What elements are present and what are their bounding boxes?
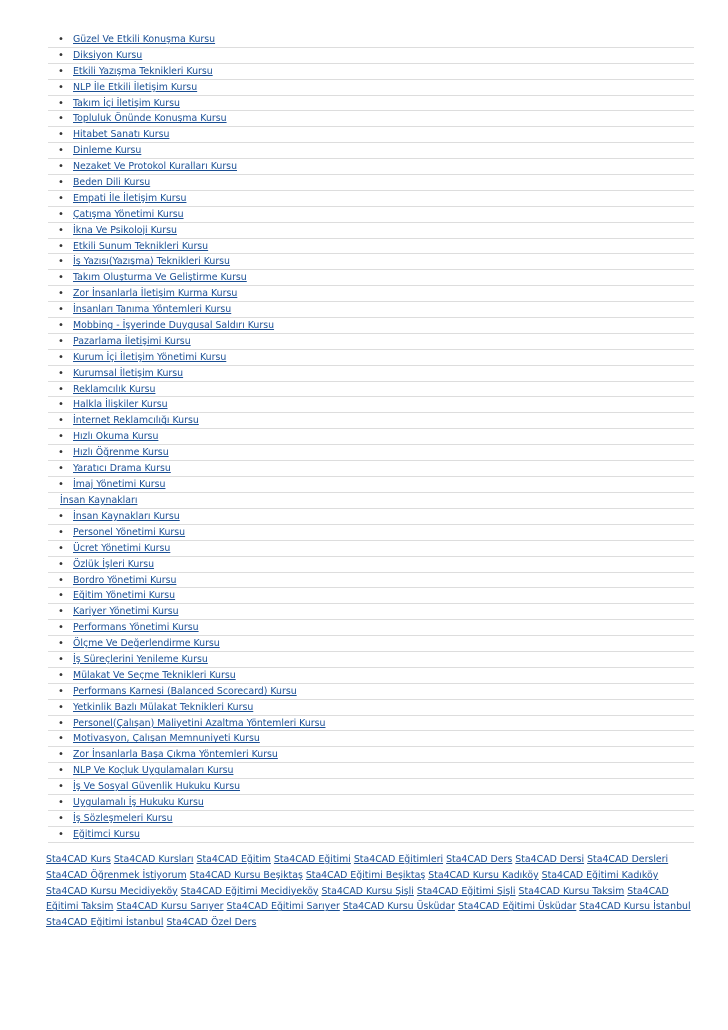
list-item — [48, 509, 694, 525]
bullet-icon: • — [58, 177, 64, 189]
footer-link[interactable]: Sta4CAD Kursu Sarıyer — [116, 901, 224, 913]
course-link[interactable]: Performans Karnesi (Balanced Scorecard) Kursu — [73, 685, 297, 697]
list-item — [48, 461, 694, 477]
list-item — [48, 111, 694, 127]
course-link[interactable]: Yaratıcı Drama Kursu — [73, 463, 171, 475]
course-link[interactable]: Mobbing - İşyerinde Duygusal Saldırı Kursu — [73, 320, 275, 332]
course-link[interactable]: Kariyer Yönetimi Kursu — [73, 606, 179, 618]
list-item — [48, 32, 694, 48]
bullet-icon: • — [58, 812, 64, 824]
footer-link[interactable]: Sta4CAD Kursu Beşiktaş — [189, 869, 303, 881]
list-item — [48, 318, 694, 334]
bullet-icon: • — [58, 765, 64, 777]
course-link[interactable]: Ölçme Ve Değerlendirme Kursu — [73, 638, 220, 650]
bullet-icon: • — [58, 431, 64, 443]
list-item — [48, 334, 694, 350]
bullet-icon: • — [58, 781, 64, 793]
list-item — [48, 127, 694, 143]
footer-link[interactable]: Sta4CAD Kursu Mecidiyeköy — [46, 885, 178, 897]
footer-link[interactable]: Sta4CAD Kursu Kadıköy — [428, 869, 539, 881]
footer-link[interactable]: Sta4CAD Özel Ders — [166, 917, 257, 929]
footer-link[interactable]: Sta4CAD Eğitim — [196, 854, 271, 865]
list-item — [48, 779, 694, 795]
list-item — [48, 96, 694, 112]
list-item — [48, 445, 694, 461]
footer-link[interactable]: Sta4CAD Eğitimi Üsküdar — [457, 901, 577, 913]
footer-link-block — [46, 852, 696, 931]
footer-link[interactable]: Sta4CAD Öğrenmek İstiyorum — [46, 869, 187, 881]
bullet-icon: • — [58, 478, 64, 490]
bullet-icon: • — [58, 828, 64, 840]
bullet-icon: • — [58, 129, 64, 141]
bullet-icon: • — [58, 701, 64, 713]
footer-link[interactable]: Sta4CAD Eğitimi Beşiktaş — [305, 869, 426, 881]
course-link[interactable]: Reklamcılık Kursu — [73, 383, 156, 395]
course-link[interactable]: Çatışma Yönetimi Kursu — [73, 208, 184, 220]
list-item — [48, 668, 694, 684]
footer-link[interactable]: Sta4CAD Eğitimi Sarıyer — [226, 901, 340, 913]
bullet-icon: • — [58, 685, 64, 697]
bullet-icon: • — [58, 463, 64, 475]
bullet-icon: • — [58, 161, 64, 173]
list-item — [48, 716, 694, 732]
list-item — [48, 652, 694, 668]
bullet-icon: • — [58, 145, 64, 157]
bullet-icon: • — [58, 65, 64, 77]
course-link[interactable]: NLP Ve Koçluk Uygulamaları Kursu — [73, 765, 234, 777]
footer-link[interactable]: Sta4CAD Kurs — [46, 854, 111, 865]
bullet-icon: • — [58, 558, 64, 570]
bullet-icon: • — [58, 256, 64, 268]
bullet-icon: • — [58, 224, 64, 236]
list-item — [48, 159, 694, 175]
footer-link[interactable]: Sta4CAD Kursu Taksim — [518, 885, 625, 897]
course-link[interactable]: Eğitimci Kursu — [73, 828, 140, 840]
footer-link[interactable]: Sta4CAD Eğitimi Şişli — [416, 885, 516, 897]
list-item — [48, 827, 694, 843]
course-link[interactable]: İnsanları Tanıma Yöntemleri Kursu — [73, 304, 232, 316]
list-item — [48, 191, 694, 207]
course-link[interactable]: Topluluk Önünde Konuşma Kursu — [73, 113, 227, 125]
course-link[interactable]: Kurum İçi İletişim Yönetimi Kursu — [73, 351, 227, 363]
footer-link[interactable]: Sta4CAD Dersleri — [587, 854, 669, 865]
list-item — [48, 48, 694, 64]
list-item — [48, 429, 694, 445]
bullet-icon: • — [58, 590, 64, 602]
course-link[interactable]: İş Süreçlerini Yenileme Kursu — [73, 654, 208, 666]
list-item — [48, 207, 694, 223]
bullet-icon: • — [58, 272, 64, 284]
list-item — [48, 239, 694, 255]
footer-link[interactable]: Sta4CAD Kursu Şişli — [321, 885, 414, 897]
course-link[interactable]: Nezaket Ve Protokol Kuralları Kursu — [73, 161, 238, 173]
course-link[interactable]: Etkili Yazışma Teknikleri Kursu — [73, 65, 213, 77]
course-link[interactable]: Takım Oluşturma Ve Geliştirme Kursu — [73, 272, 247, 284]
list-item — [48, 636, 694, 652]
course-link[interactable]: Zor İnsanlarla Başa Çıkma Yöntemleri Kursu — [73, 749, 278, 761]
course-link[interactable]: Bordro Yönetimi Kursu — [73, 574, 177, 586]
list-item — [48, 270, 694, 286]
list-item — [48, 254, 694, 270]
bullet-icon: • — [58, 240, 64, 252]
course-link[interactable]: Güzel Ve Etkili Konuşma Kursu — [73, 34, 216, 45]
course-link[interactable]: Pazarlama İletişimi Kursu — [73, 335, 191, 347]
footer-link[interactable]: Sta4CAD Eğitimi Mecidiyeköy — [180, 885, 319, 897]
footer-link[interactable]: Sta4CAD Kursu Üsküdar — [342, 901, 455, 913]
footer-link[interactable]: Sta4CAD Eğitimi İstanbul — [46, 917, 164, 929]
list-item — [48, 302, 694, 318]
course-link[interactable]: Motivasyon, Çalışan Memnuniyeti Kursu — [73, 733, 260, 745]
footer-link[interactable]: Sta4CAD Ders — [446, 854, 513, 865]
list-item — [48, 382, 694, 398]
bullet-icon: • — [58, 717, 64, 729]
bullet-icon: • — [58, 192, 64, 204]
footer-link[interactable]: Sta4CAD Eğitimleri — [353, 854, 444, 865]
course-link[interactable]: Diksiyon Kursu — [73, 49, 143, 61]
footer-link[interactable]: Sta4CAD Dersi — [515, 854, 585, 865]
list-item — [48, 175, 694, 191]
bullet-icon: • — [58, 638, 64, 650]
bullet-icon: • — [58, 797, 64, 809]
bullet-icon: • — [58, 81, 64, 93]
course-link[interactable]: İnternet Reklamcılığı Kursu — [73, 415, 199, 427]
list-item — [48, 525, 694, 541]
list-item — [48, 397, 694, 413]
course-link[interactable]: İş Yazısı(Yazışma) Teknikleri Kursu — [73, 256, 231, 268]
footer-link[interactable]: Sta4CAD Kursları — [113, 854, 194, 865]
list-item — [48, 684, 694, 700]
communication-course-list — [48, 32, 694, 493]
bullet-icon: • — [58, 447, 64, 459]
list-item — [48, 747, 694, 763]
list-item — [48, 286, 694, 302]
list-item — [48, 366, 694, 382]
bullet-icon: • — [58, 288, 64, 300]
course-link[interactable]: Performans Yönetimi Kursu — [73, 622, 199, 634]
list-item — [48, 700, 694, 716]
bullet-icon: • — [58, 511, 64, 522]
course-link[interactable]: Takım İçi İletişim Kursu — [73, 97, 180, 109]
hr-course-list — [48, 509, 694, 843]
course-link[interactable]: Hızlı Okuma Kursu — [73, 431, 159, 443]
bullet-icon: • — [58, 669, 64, 681]
bullet-icon: • — [58, 622, 64, 634]
list-item — [48, 573, 694, 589]
bullet-icon: • — [58, 654, 64, 666]
bullet-icon: • — [58, 320, 64, 332]
list-item — [48, 223, 694, 239]
course-link[interactable]: Ücret Yönetimi Kursu — [73, 542, 171, 554]
course-link[interactable]: Kurumsal İletişim Kursu — [73, 367, 184, 379]
footer-link[interactable]: Sta4CAD Eğitimi Taksim — [46, 885, 669, 913]
course-link[interactable]: Beden Dili Kursu — [73, 177, 151, 189]
list-item — [48, 477, 694, 493]
course-link[interactable]: İnsan Kaynakları Kursu — [73, 511, 180, 522]
bullet-icon: • — [58, 606, 64, 618]
list-item — [48, 557, 694, 573]
bullet-icon: • — [58, 34, 64, 45]
course-link[interactable]: Eğitim Yönetimi Kursu — [73, 590, 176, 602]
bullet-icon: • — [58, 351, 64, 363]
list-item — [48, 604, 694, 620]
bullet-icon: • — [58, 733, 64, 745]
course-link[interactable]: Hitabet Sanatı Kursu — [73, 129, 170, 141]
list-item — [48, 64, 694, 80]
section-heading-human-resources[interactable]: İnsan Kaynakları — [60, 495, 138, 506]
course-link[interactable]: İkna Ve Psikoloji Kursu — [73, 224, 177, 236]
course-link[interactable]: Özlük İşleri Kursu — [73, 558, 155, 570]
list-item — [48, 763, 694, 779]
course-link[interactable]: Personel(Çalışan) Maliyetini Azaltma Yöntemleri Kursu — [73, 717, 326, 729]
bullet-icon: • — [58, 415, 64, 427]
bullet-icon: • — [58, 113, 64, 125]
footer-link[interactable]: Sta4CAD Eğitimi — [273, 854, 351, 865]
course-link[interactable]: Yetkinlik Bazlı Mülakat Teknikleri Kursu — [73, 701, 254, 713]
bullet-icon: • — [58, 574, 64, 586]
bullet-icon: • — [58, 383, 64, 395]
list-item — [48, 588, 694, 604]
list-item — [48, 350, 694, 366]
course-link[interactable]: Etkili Sunum Teknikleri Kursu — [73, 240, 209, 252]
bullet-icon: • — [58, 526, 64, 538]
list-item — [48, 795, 694, 811]
bullet-icon: • — [58, 208, 64, 220]
list-item — [48, 731, 694, 747]
course-link[interactable]: İmaj Yönetimi Kursu — [73, 478, 166, 490]
course-link[interactable]: Uygulamalı İş Hukuku Kursu — [73, 797, 204, 809]
bullet-icon: • — [58, 367, 64, 379]
bullet-icon: • — [58, 304, 64, 316]
course-link[interactable]: İş Sözleşmeleri Kursu — [73, 812, 173, 824]
footer-link[interactable]: Sta4CAD Eğitimi Kadıköy — [541, 869, 659, 881]
list-item — [48, 541, 694, 557]
bullet-icon: • — [58, 49, 64, 61]
bullet-icon: • — [58, 97, 64, 109]
course-link[interactable]: Empati İle İletişim Kursu — [73, 192, 187, 204]
course-link[interactable]: Mülakat Ve Seçme Teknikleri Kursu — [73, 669, 236, 681]
bullet-icon: • — [58, 335, 64, 347]
bullet-icon: • — [58, 749, 64, 761]
bullet-icon: • — [58, 542, 64, 554]
course-link[interactable]: Personel Yönetimi Kursu — [73, 526, 186, 538]
list-item — [48, 80, 694, 96]
course-link[interactable]: İş Ve Sosyal Güvenlik Hukuku Kursu — [73, 781, 241, 793]
list-item — [48, 413, 694, 429]
footer-link[interactable]: Sta4CAD Kursu İstanbul — [579, 901, 691, 913]
list-item — [48, 143, 694, 159]
list-item — [48, 811, 694, 827]
course-link[interactable]: Halkla İlişkiler Kursu — [73, 399, 168, 411]
course-link[interactable]: Hızlı Öğrenme Kursu — [73, 447, 169, 459]
list-item — [48, 620, 694, 636]
course-link[interactable]: NLP İle Etkili İletişim Kursu — [73, 81, 198, 93]
course-link[interactable]: Zor İnsanlarla İletişim Kurma Kursu — [73, 288, 238, 300]
course-link[interactable]: Dinleme Kursu — [73, 145, 142, 157]
bullet-icon: • — [58, 399, 64, 411]
